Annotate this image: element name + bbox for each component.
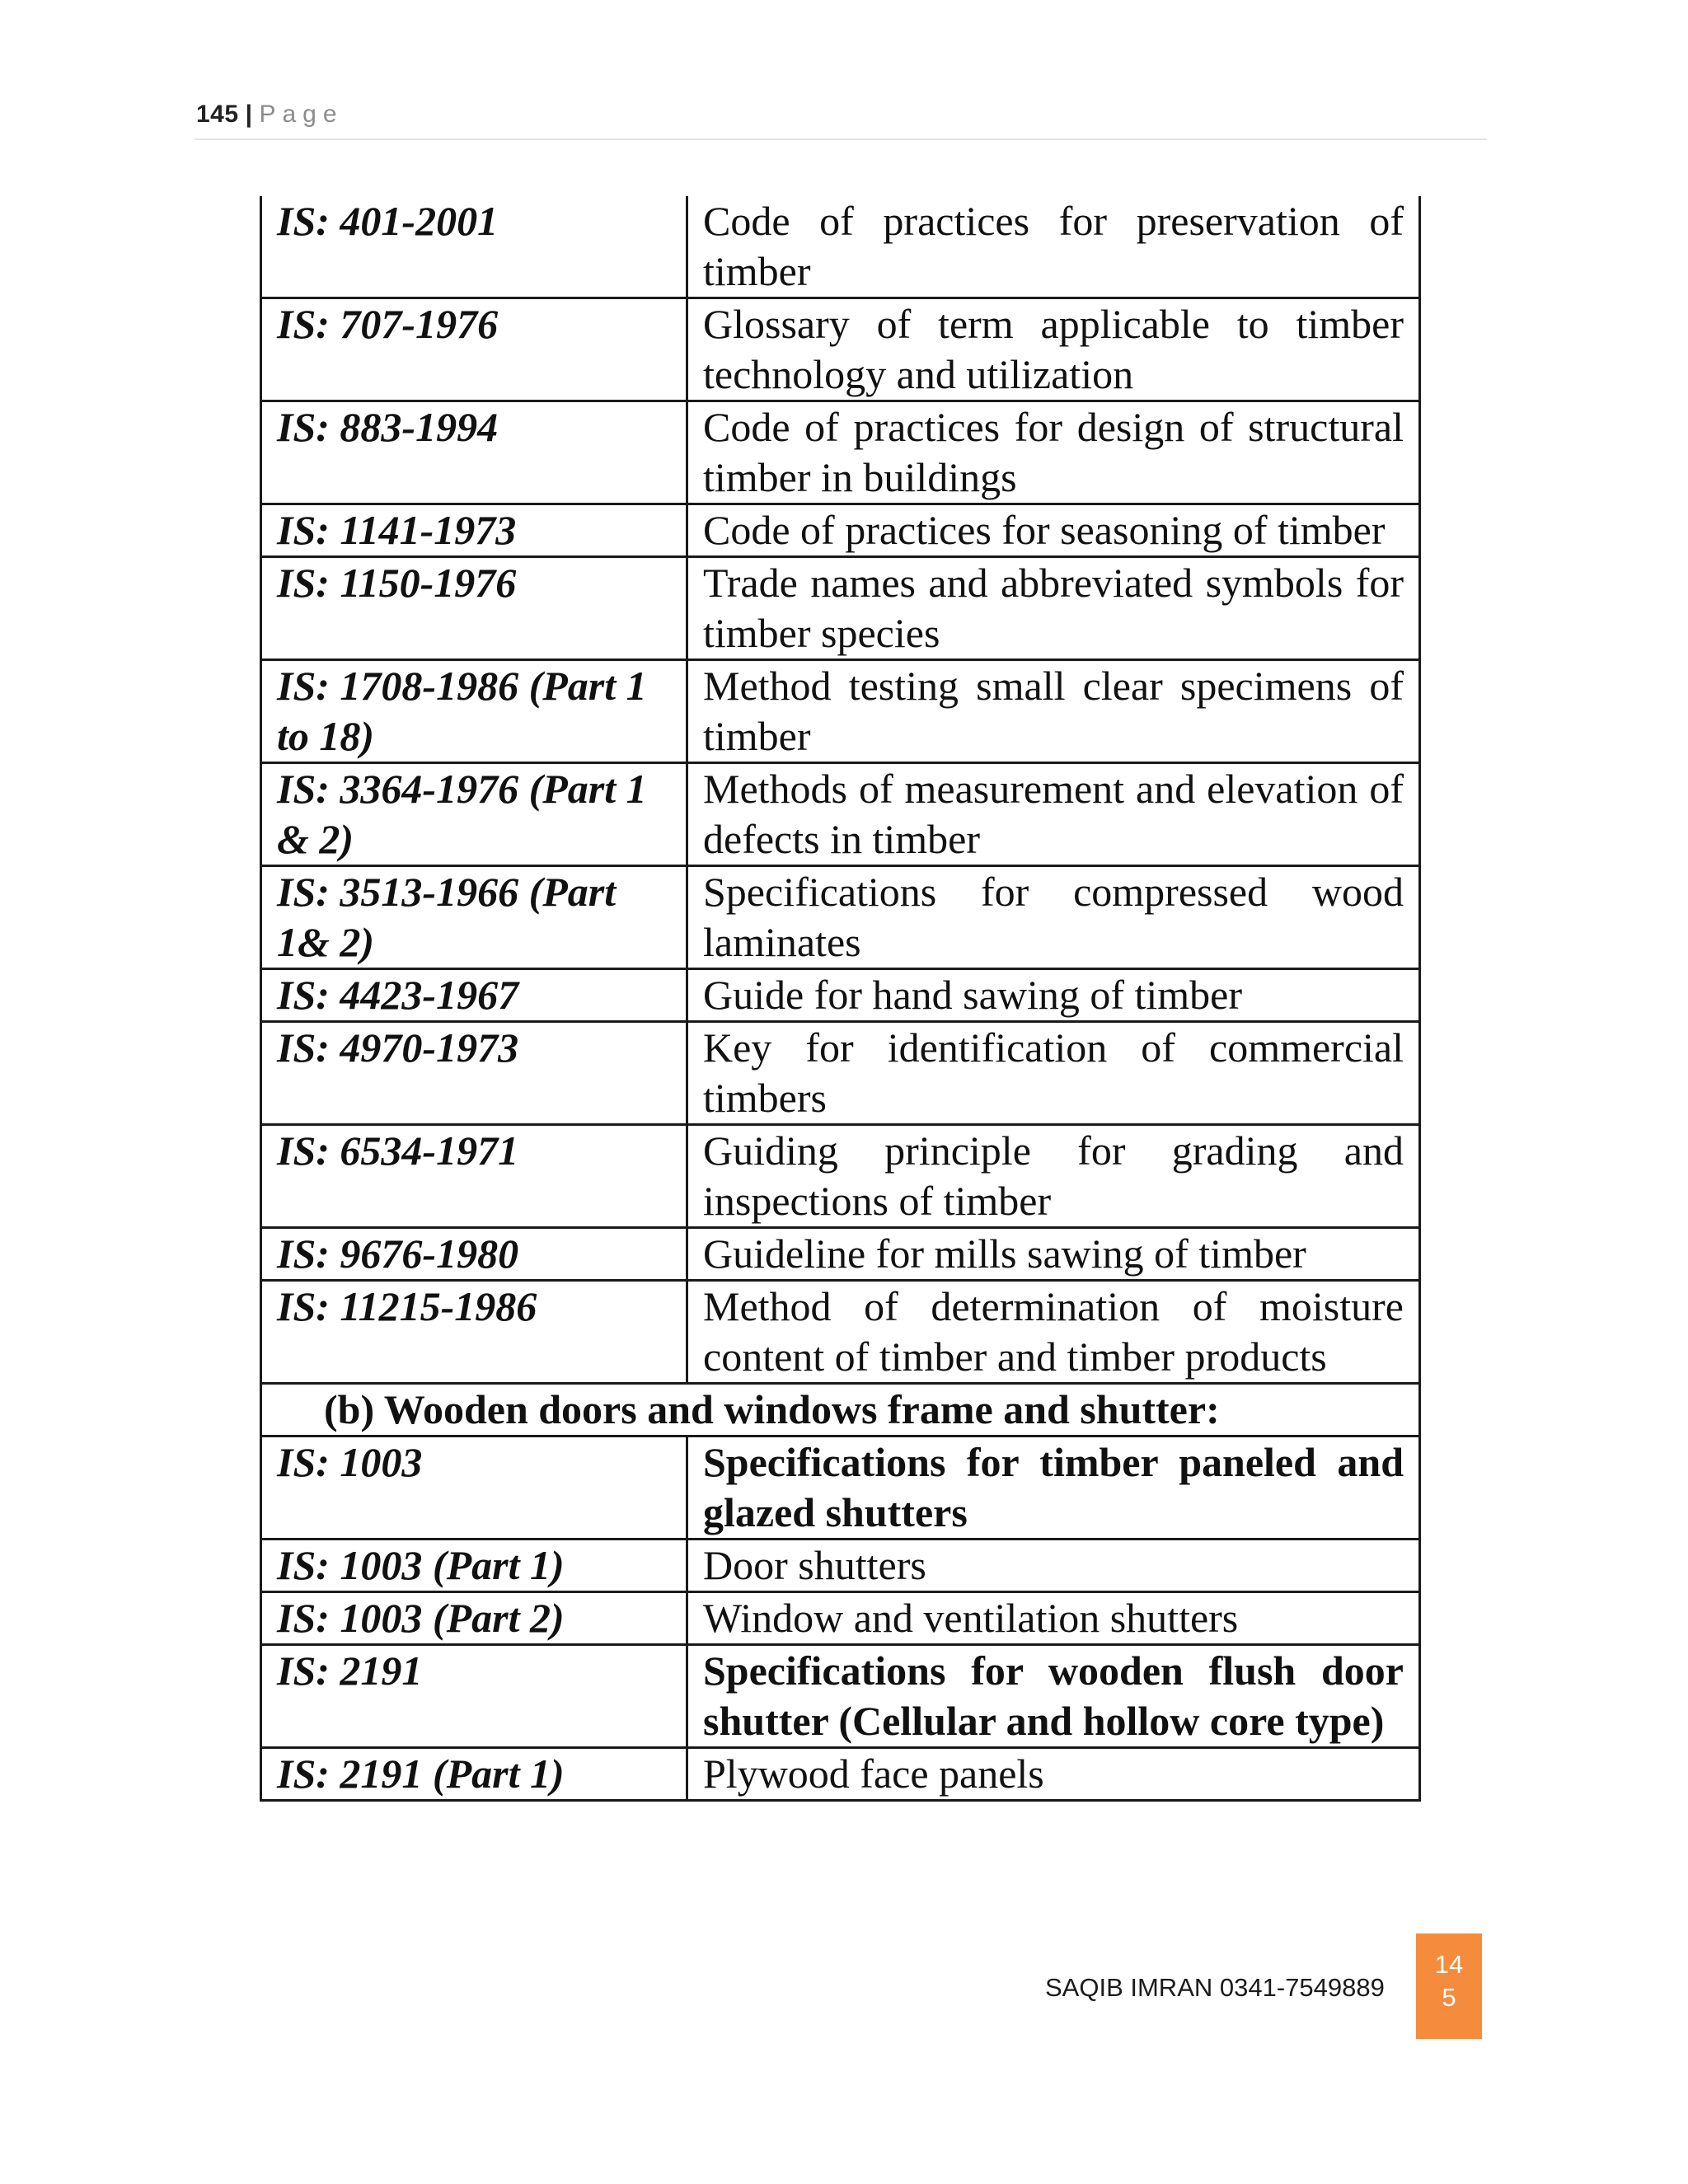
standard-code: IS: 4970-1973 xyxy=(261,1022,687,1125)
standard-description: Key for identification of commercial timbers xyxy=(687,1022,1420,1125)
standard-code: IS: 883-1994 xyxy=(261,401,687,504)
standard-code: IS: 1003 xyxy=(261,1436,687,1540)
table-row xyxy=(261,1281,1420,1384)
standard-code: IS: 6534-1971 xyxy=(261,1125,687,1228)
standard-code: IS: 2191 (Part 1) xyxy=(261,1748,687,1801)
standard-code: IS: 9676-1980 xyxy=(261,1228,687,1281)
table-row xyxy=(261,1748,1420,1801)
table-row xyxy=(261,401,1420,504)
standard-description: Guideline for mills sawing of timber xyxy=(687,1228,1420,1281)
badge-line-2: 5 xyxy=(1442,1983,1456,2012)
standard-description: Guide for hand sawing of timber xyxy=(687,969,1420,1022)
table-row xyxy=(261,1645,1420,1748)
standard-description: Specifications for timber paneled and glazed shutters xyxy=(687,1436,1420,1540)
standard-code: IS: 3364-1976 (Part 1 & 2) xyxy=(261,763,687,866)
standard-description: Code of practices for design of structural timber in buildings xyxy=(687,401,1420,504)
standard-description: Method testing small clear specimens of timber xyxy=(687,660,1420,763)
standard-description: Window and ventilation shutters xyxy=(687,1592,1420,1645)
standard-code: IS: 707-1976 xyxy=(261,298,687,401)
standard-code: IS: 1141-1973 xyxy=(261,504,687,557)
standard-description: Plywood face panels xyxy=(687,1748,1420,1801)
section-heading-row xyxy=(261,1384,1420,1436)
table-row xyxy=(261,660,1420,763)
standard-description: Specifications for compressed wood laminates xyxy=(687,866,1420,969)
standard-code: IS: 1003 (Part 1) xyxy=(261,1540,687,1592)
table-row xyxy=(261,557,1420,660)
table-row xyxy=(261,298,1420,401)
table-row xyxy=(261,763,1420,866)
header-page-word: Page xyxy=(259,101,344,128)
table-row xyxy=(261,1540,1420,1592)
standard-description: Glossary of term applicable to timber technology and utilization xyxy=(687,298,1420,401)
standard-description: Code of practices for preservation of timber xyxy=(687,196,1420,298)
page-header xyxy=(196,101,344,129)
standard-description: Code of practices for seasoning of timber xyxy=(687,504,1420,557)
standard-code: IS: 3513-1966 (Part 1& 2) xyxy=(261,866,687,969)
standards-table xyxy=(260,196,1421,1802)
table-row xyxy=(261,504,1420,557)
standard-description: Trade names and abbreviated symbols for timber species xyxy=(687,557,1420,660)
badge-line-1: 14 xyxy=(1434,1950,1464,1979)
standard-code: IS: 11215-1986 xyxy=(261,1281,687,1384)
standard-code: IS: 1003 (Part 2) xyxy=(261,1592,687,1645)
section-heading: (b) Wooden doors and windows frame and shutter: xyxy=(261,1384,1420,1436)
table-row xyxy=(261,1436,1420,1540)
header-page-number: 145 xyxy=(196,101,239,128)
table-row xyxy=(261,866,1420,969)
standard-description: Methods of measurement and elevation of defects in timber xyxy=(687,763,1420,866)
table-row xyxy=(261,969,1420,1022)
page-number-badge xyxy=(1416,1933,1482,2039)
header-divider xyxy=(195,138,1487,140)
table-row xyxy=(261,1125,1420,1228)
standard-description: Door shutters xyxy=(687,1540,1420,1592)
standard-code: IS: 2191 xyxy=(261,1645,687,1748)
standard-code: IS: 4423-1967 xyxy=(261,969,687,1022)
table-row xyxy=(261,1592,1420,1645)
standard-description: Guiding principle for grading and inspections of timber xyxy=(687,1125,1420,1228)
table-row xyxy=(261,196,1420,298)
footer-author: SAQIB IMRAN 0341-7549889 xyxy=(1045,1973,1385,2002)
standard-description: Specifications for wooden flush door shutter (Cellular and hollow core type) xyxy=(687,1645,1420,1748)
standard-code: IS: 1150-1976 xyxy=(261,557,687,660)
standard-code: IS: 1708-1986 (Part 1 to 18) xyxy=(261,660,687,763)
standard-description: Method of determination of moisture content of timber and timber products xyxy=(687,1281,1420,1384)
table-row xyxy=(261,1228,1420,1281)
header-separator: | xyxy=(245,101,253,128)
standard-code: IS: 401-2001 xyxy=(261,196,687,298)
table-row xyxy=(261,1022,1420,1125)
